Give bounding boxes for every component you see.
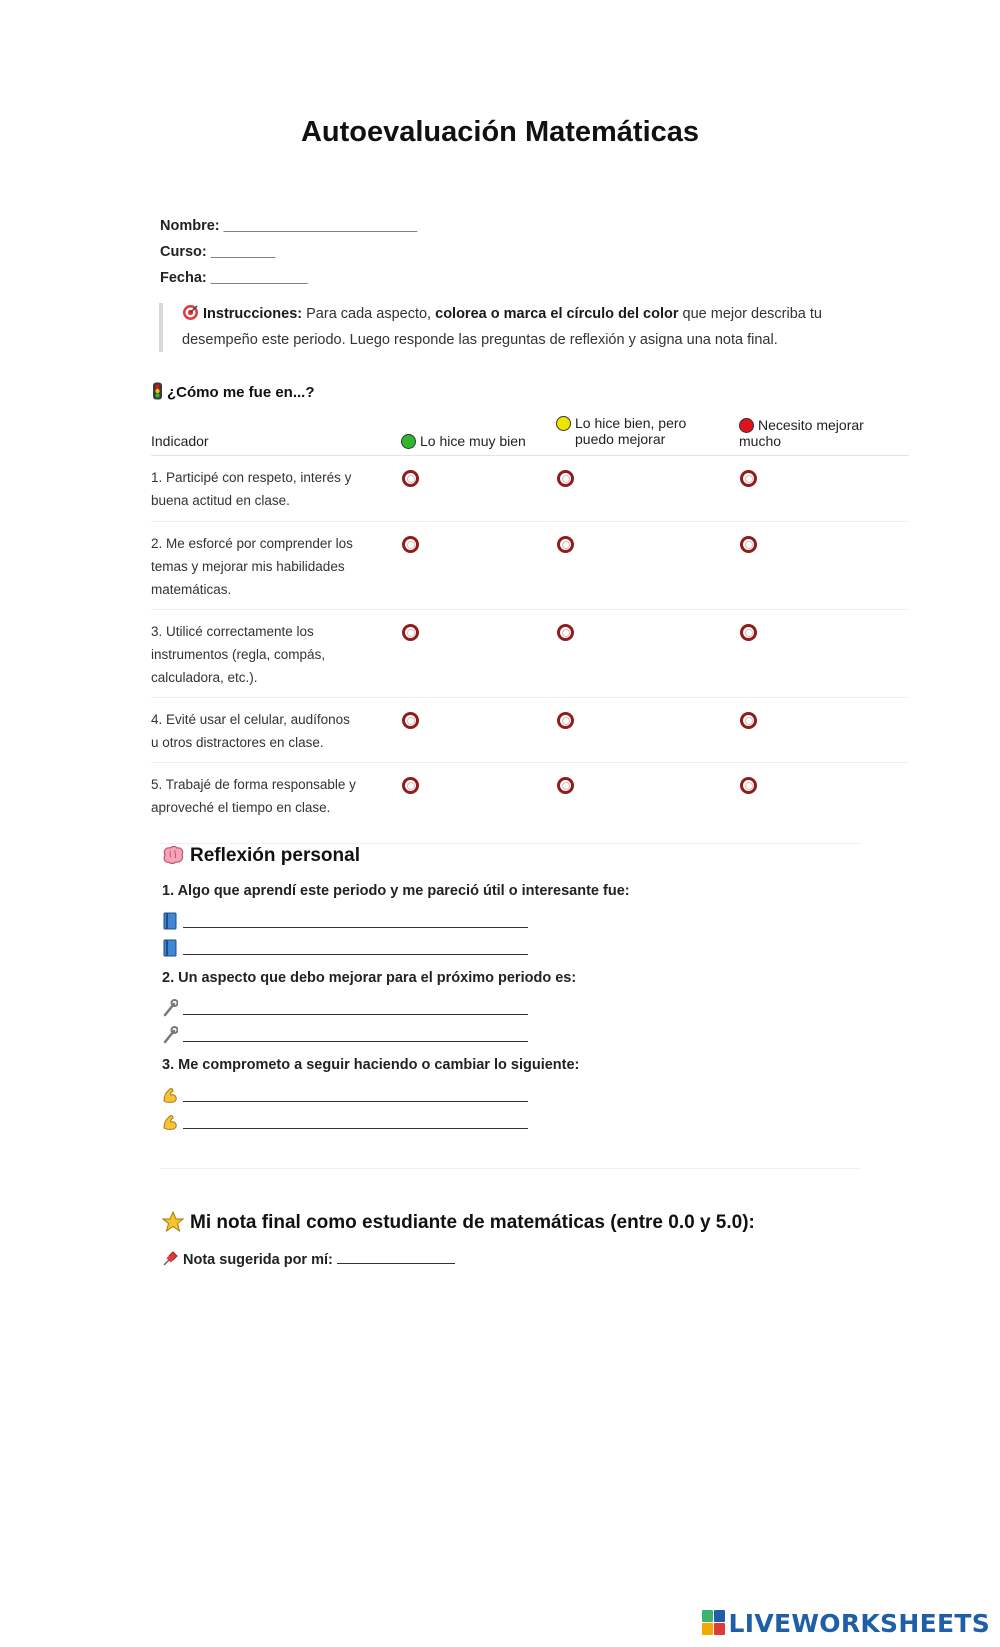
indicator-text: 4. Evité usar el celular, audífonos u otros distractores en clase. <box>151 712 350 750</box>
suggested-grade <box>162 1250 455 1268</box>
option-circle[interactable] <box>740 536 757 553</box>
option-circle[interactable] <box>557 777 574 794</box>
option-circle[interactable] <box>557 624 574 641</box>
header-level-2 <box>556 415 715 447</box>
wrench-icon <box>162 1026 178 1044</box>
name-field[interactable]: Nombre: ________________________ <box>160 218 418 234</box>
liveworksheets-logo-icon <box>702 1610 726 1636</box>
instructions-text-a: Para cada aspecto, <box>306 306 432 322</box>
final-grade-heading-text: Mi nota final como estudiante de matemáticas (entre 0.0 y 5.0): <box>190 1212 755 1233</box>
divider <box>160 1168 860 1169</box>
student-info <box>160 213 417 291</box>
option-circle[interactable] <box>402 777 419 794</box>
brain-icon <box>162 846 184 864</box>
option-circle[interactable] <box>402 624 419 641</box>
divider <box>160 843 860 844</box>
instructions-text-b: que mejor describa tu desempeño este periodo. Luego responde las preguntas de reflexión y asigna una nota final. <box>182 306 822 348</box>
brand-name: LIVEWORKSHEETS <box>728 1608 990 1638</box>
reflection-question-1: 1. Algo que aprendí este periodo y me pareció útil o interesante fue: <box>162 883 630 899</box>
table-row <box>151 763 909 829</box>
reflection-heading <box>162 845 360 867</box>
table-row <box>151 456 909 522</box>
option-circle[interactable] <box>557 536 574 553</box>
answer-blank[interactable] <box>183 1011 528 1015</box>
pushpin-icon <box>162 1250 179 1267</box>
table-header <box>151 416 909 456</box>
answer-line <box>162 1107 528 1131</box>
level-2-label: Lo hice bien, pero puedo mejorar <box>575 415 687 447</box>
yellow-dot-icon <box>556 416 571 431</box>
indicator-text: 1. Participé con respeto, interés y buena actitud en clase. <box>151 470 352 508</box>
table-row <box>151 610 909 698</box>
wrench-icon <box>162 999 178 1017</box>
reflection-question-2: 2. Un aspecto que debo mejorar para el próximo periodo es: <box>162 970 577 986</box>
green-dot-icon <box>401 434 416 449</box>
instructions-label: Instrucciones: <box>203 306 303 322</box>
final-grade-heading <box>162 1211 755 1234</box>
page-title: Autoevaluación Matemáticas <box>300 116 700 148</box>
answer-line <box>162 906 528 930</box>
option-circle[interactable] <box>740 777 757 794</box>
answer-blank[interactable] <box>183 924 528 928</box>
answer-blank[interactable] <box>183 1038 528 1042</box>
option-circle[interactable] <box>740 470 757 487</box>
option-circle[interactable] <box>402 536 419 553</box>
header-level-3 <box>739 417 909 449</box>
indicator-text: 3. Utilicé correctamente los instrumentos (regla, compás, calculadora, etc.). <box>151 624 326 685</box>
option-circle[interactable] <box>557 712 574 729</box>
flexed-arm-icon <box>162 1086 178 1104</box>
option-circle[interactable] <box>402 470 419 487</box>
option-circle[interactable] <box>740 624 757 641</box>
indicator-text: 2. Me esforcé por comprender los temas y mejorar mis habilidades matemáticas. <box>151 536 353 597</box>
option-circle[interactable] <box>402 712 419 729</box>
level-3-label: Necesito mejorar mucho <box>739 417 864 449</box>
reflection-heading-text: Reflexión personal <box>190 845 360 866</box>
answer-blank[interactable] <box>183 1125 528 1129</box>
option-circle[interactable] <box>740 712 757 729</box>
answer-blank[interactable] <box>183 1098 528 1102</box>
book-icon <box>162 912 178 930</box>
rating-table <box>151 416 909 829</box>
indicator-text: 5. Trabajé de forma responsable y aproveché el tiempo en clase. <box>151 777 356 815</box>
rating-heading <box>152 382 315 404</box>
suggested-grade-label: Nota sugerida por mí: <box>183 1252 333 1268</box>
answer-line <box>162 1020 528 1044</box>
answer-line <box>162 1080 528 1104</box>
table-row <box>151 698 909 763</box>
table-row <box>151 522 909 610</box>
red-dot-icon <box>739 418 754 433</box>
instructions-bold: colorea o marca el círculo del color <box>435 306 679 322</box>
date-field[interactable]: Fecha: ____________ <box>160 270 308 286</box>
course-field[interactable]: Curso: ________ <box>160 244 276 260</box>
answer-line <box>162 933 528 957</box>
book-icon <box>162 939 178 957</box>
instructions-block <box>159 303 859 352</box>
reflection-question-3: 3. Me comprometo a seguir haciendo o cambiar lo siguiente: <box>162 1057 580 1073</box>
target-icon <box>182 304 199 329</box>
flexed-arm-icon <box>162 1113 178 1131</box>
level-1-label: Lo hice muy bien <box>420 433 526 449</box>
star-icon <box>162 1211 184 1232</box>
liveworksheets-brand <box>702 1608 990 1638</box>
header-indicator: Indicador <box>151 433 209 449</box>
traffic-light-icon <box>152 382 163 404</box>
answer-line <box>162 993 528 1017</box>
option-circle[interactable] <box>557 470 574 487</box>
header-level-1 <box>401 433 526 449</box>
answer-blank[interactable] <box>183 951 528 955</box>
rating-heading-text: ¿Cómo me fue en...? <box>167 384 315 401</box>
suggested-grade-blank[interactable] <box>337 1252 455 1264</box>
